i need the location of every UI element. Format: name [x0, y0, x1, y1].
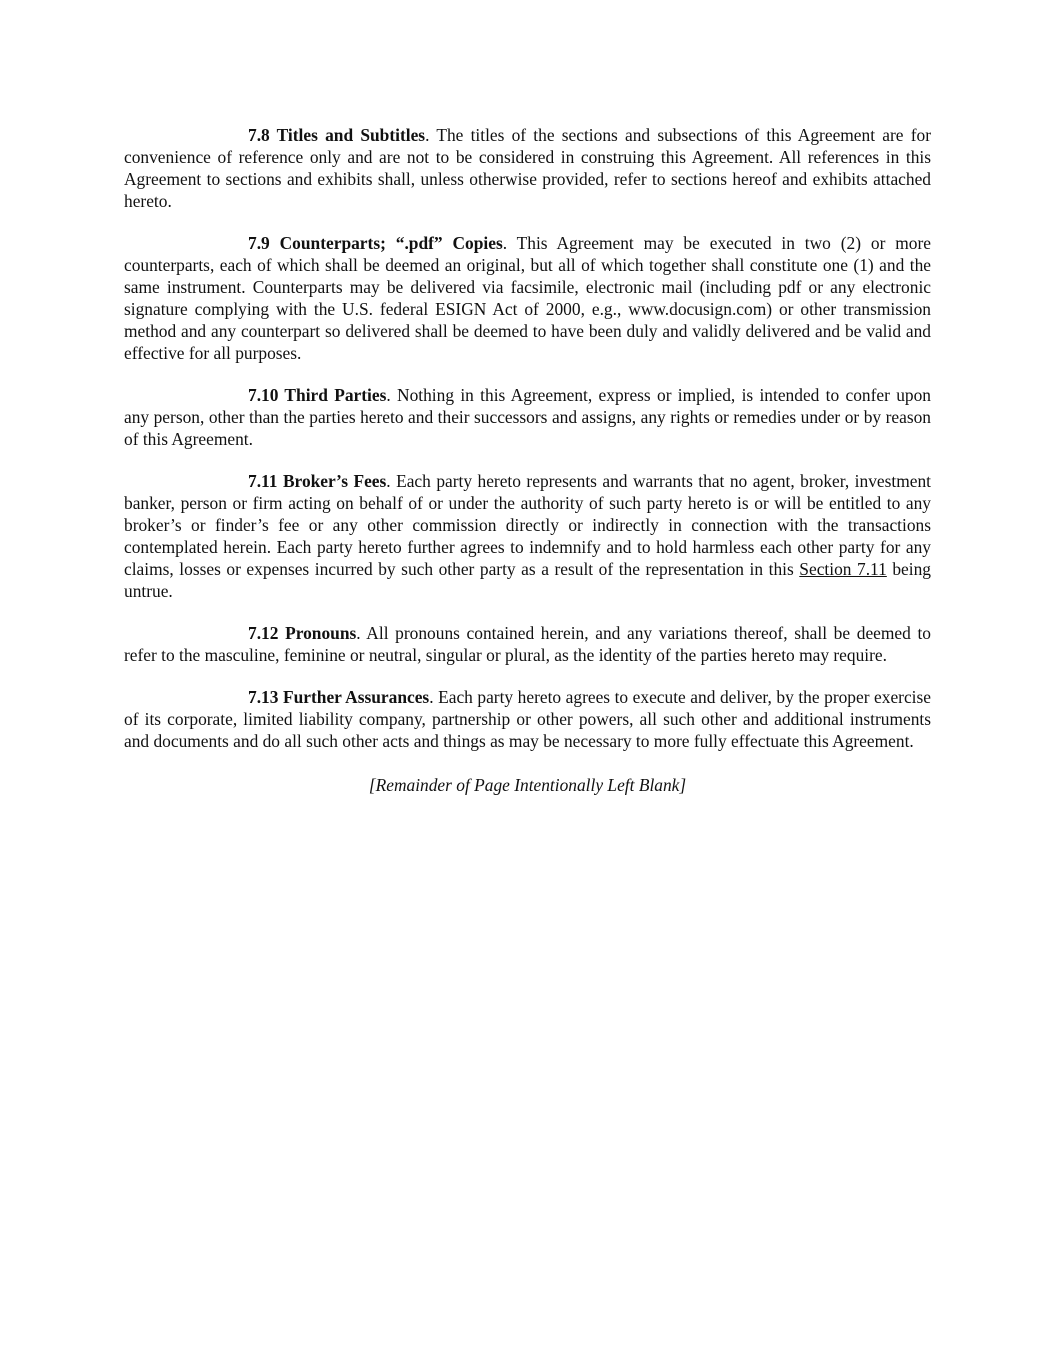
section-7-13	[124, 686, 931, 752]
section-7-11	[124, 470, 931, 602]
document-page	[124, 124, 931, 796]
section-reference: Section 7.11	[799, 559, 887, 579]
section-body-tail: being untrue.	[124, 559, 931, 601]
section-body: . Each party hereto agrees to execute and deliver, by the proper exercise of its corporate, limited liability company, partnership or other powers, all such other and additional instruments and documents and do all such other acts and things as may be necessary to more fully effectuate this Agreement.	[124, 687, 932, 751]
section-body: . All pronouns contained herein, and any variations thereof, shall be deemed to refer to the masculine, feminine or neutral, singular or plural, as the identity of the parties hereto may require.	[124, 623, 931, 665]
section-heading: 7.9 Counterparts; “.pdf” Copies	[248, 233, 503, 253]
section-heading: 7.11 Broker’s Fees	[248, 471, 387, 491]
section-7-8	[124, 124, 931, 212]
remainder-note: [Remainder of Page Intentionally Left Blank]	[368, 775, 687, 795]
section-7-10	[124, 384, 931, 450]
section-body: . Nothing in this Agreement, express or implied, is intended to confer upon any person, other than the parties hereto and their successors and assigns, any rights or remedies under or by reason of this Agreement.	[124, 385, 931, 449]
section-body: . The titles of the sections and subsections of this Agreement are for convenience of reference only and are not to be considered in construing this Agreement. All references in this Agreement to sections and exhibits shall, unless otherwise provided, refer to sections hereof and exhibits attached hereto.	[124, 125, 931, 211]
section-7-12	[124, 622, 931, 666]
section-heading: 7.8 Titles and Subtitles	[248, 125, 426, 145]
section-body: . This Agreement may be executed in two (2) or more counterparts, each of which shall be deemed an original, but all of which together shall constitute one (1) and the same instrument. Counterparts may be delivered via facsimile, electronic mail (including pdf or any electronic signature complying with the U.S. federal ESIGN Act of 2000, e.g., www.docusign.com) or other transmission method and any counterpart so delivered shall be deemed to have been duly and validly delivered and be valid and effective for all purposes.	[124, 233, 931, 363]
section-heading: 7.12 Pronouns	[248, 623, 357, 643]
section-body: . Each party hereto represents and warrants that no agent, broker, investment banker, person or firm acting on behalf of or under the authority of such party hereto is or will be entitled to any broker’s or finder’s fee or any other commission directly or indirectly in connection with the transactions contemplated herein. Each party hereto further agrees to indemnify and to hold harmless each other party for any claims, losses or expenses incurred by such other party as a result of the representation in this	[124, 471, 931, 579]
section-heading: 7.10 Third Parties	[248, 385, 387, 405]
section-heading: 7.13 Further Assurances	[248, 687, 430, 707]
section-7-9	[124, 232, 931, 364]
